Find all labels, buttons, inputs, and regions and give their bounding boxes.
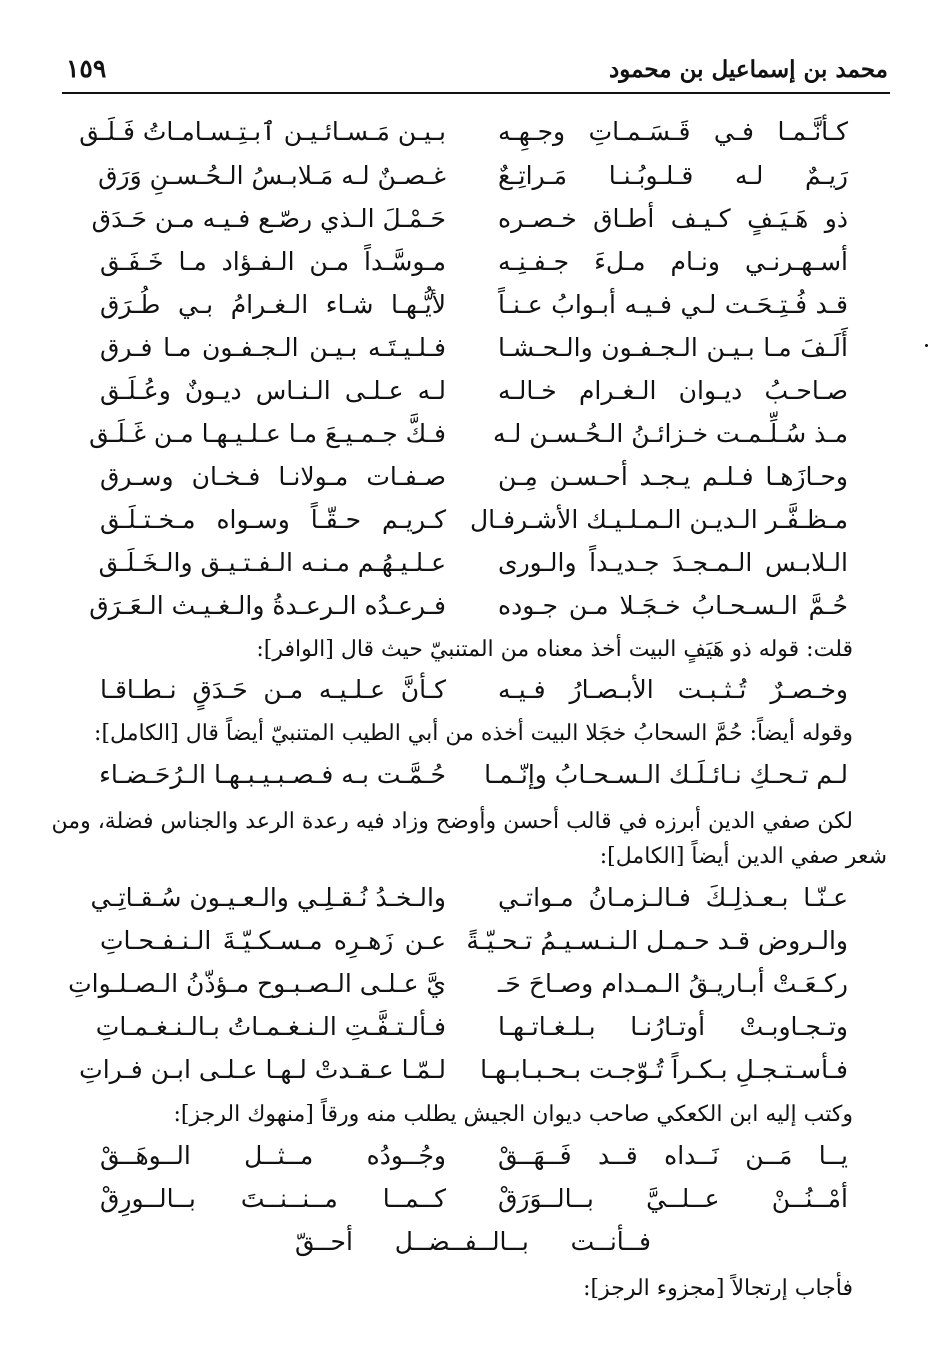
hemistich-right: وخـصـرٌ تُـثـبـت الأبـصـارُ فـيـه (498, 675, 848, 704)
commentary-2: وقوله أيضاً: حُمَّ السحابُ خجَلا البيت أخذه من أبي الطيب المتنبيّ أيضاً قال [الكامل]: (94, 721, 853, 746)
hemistich-right: أَلَـفَ مـا بـيـن الـجـفـون والـحـشـا (498, 333, 848, 362)
verse-8 (0, 414, 945, 454)
hemistich-right: وحـازَهـا فـلـم يـجـد أحـسـن مِـن (498, 462, 848, 491)
hemistich-left: صـفـات مـولانـا فـخـان وسـرق (100, 462, 446, 491)
hemistich-left: وجُــودُه مــثــل الــوهَــقْ (100, 1141, 446, 1170)
hemistich-right: وتـجـاوبـتْ أوتـارُنـا بـلـغـاتـهـا (498, 1012, 848, 1041)
verse-1 (0, 112, 945, 152)
header-title: محمد بن إسماعيل بن محمود (608, 56, 888, 83)
hemistich-left: كـأنَّ عـلـيـه مـن حَـدَقٍ نـطـاقـا (100, 675, 446, 704)
hemistich-left: عـلـيـهُـم مـنـه الـفـتـيـق والـخَـلَـق (98, 548, 446, 577)
verse-rajaz-center (0, 1222, 945, 1262)
hemistich-left: لأيُّـهـا شـاء الـغـرامُ بـي طُـرَق (100, 290, 446, 319)
hemistich-left: فـألـتـفَّـتِ الـنـغـمـاتُ بـالـنـغـمـاتِ (95, 1012, 446, 1041)
hemistich-left: حُـمَّـت بـه فـصـبـيـبـهـا الـرُحَـضـاء (99, 760, 446, 789)
verse-3 (0, 199, 945, 239)
hemistich-right: رَيـمٌ لـه قـلـوبُـنـا مَـراتِـعٌ (498, 161, 848, 190)
verse-4 (0, 242, 945, 282)
verse-kamil (0, 755, 945, 795)
hemistich-right: أمْــنُــنْ عــلــيَّ بــالــوَرَقْ (498, 1184, 848, 1213)
hemistich-left: كـريـم حـقّـاً وسـواه مـخـتـلَـق (100, 505, 446, 534)
verse-safi-5 (0, 1050, 945, 1090)
verse-safi-1 (0, 878, 945, 918)
verse-safi-4 (0, 1007, 945, 1047)
verse-6 (0, 328, 945, 368)
commentary-4: وكتب إليه ابن الكعكي صاحب ديوان الجيش يطلب منه ورقاً [منهوك الرجز]: (173, 1102, 853, 1127)
hemistich-left: غـصـنٌ لـه مَـلابـسُ الـحُـسـنِ وَرَق (98, 161, 446, 190)
verse-rajaz-1 (0, 1136, 945, 1176)
verse-7 (0, 371, 945, 411)
hemistich-right: مـظـفَّـر الـديـن الـمـلـيـك الأشـرفـال (469, 505, 848, 534)
commentary-5: فأجاب إرتجالاً [مجزوء الرجز]: (583, 1276, 853, 1301)
page-number: ١٥٩ (66, 54, 107, 83)
verse-10 (0, 500, 945, 540)
hemistich-left: فـكَّ جـمـيـعَ مـا عـلـيـهـا مـن غَـلَـق (89, 419, 446, 448)
verse-5 (0, 285, 945, 325)
hemistich-left: عـن زَهـرِه مـسـكـيّـةَ الـنـفـحـاتِ (100, 926, 446, 955)
hemistich-right: الـلابـس الـمـجـدَ جـديـداً والـورى (498, 548, 848, 577)
verse-wafir (0, 670, 945, 710)
hemistich-left: بـيـن مَـسـائـيـن ٱبـتِـسـامـاتُ فَـلَـق (79, 117, 446, 146)
hemistich-left: حَـمْـلَ الـذي رصّـع فـيـه مـن حَـدَق (91, 204, 446, 233)
hemistich-left: لـمّـا عـقـدتْ لـهـا عـلـى ابـن فـراتِ (79, 1055, 446, 1084)
commentary-1: قلت: قوله ذو هَيَفٍ البيت أخذ معناه من المتنبيّ حيث قال [الوافر]: (256, 637, 853, 662)
hemistich-right: قـد فُـتِـحَـت لـي فـيـه أبـوابُ عـنـاً (498, 290, 848, 319)
hemistich-right: لـم تـحـكِ نـائـلَـك الـسـحـابُ وإنّـمـا (484, 760, 848, 789)
hemistich-left: والـخـدُ نُـقـلِـي والـعـيـون سُـقـاتِـي (90, 883, 446, 912)
hemistich-left: كــمــا مــنــنــتَ بــالــورِقْ (100, 1184, 446, 1213)
verse-12 (0, 586, 945, 626)
commentary-3-line-2: شعر صفي الدين أيضاً [الكامل]: (599, 844, 887, 869)
hemistich-right: ركـعَـتْ أبـاريـقُ الـمـدام وصـاحَ حَـ (498, 969, 848, 998)
hemistich-left: فـلـيـتَـه بـيـن الـجـفـون مـا فـرق (100, 333, 446, 362)
hemistich-center: فــأنــت بــالــفــضــل أحــقّ (295, 1227, 651, 1256)
verse-9 (0, 457, 945, 497)
hemistich-right: كـأنَّـمـا فـي قَـسَـمـاتِ وجـهِـه (498, 117, 848, 146)
running-header (62, 52, 890, 94)
hemistich-left: مـوسَّـداً مـن الـفـؤاد مـا خَـفَـق (100, 247, 446, 276)
hemistich-right: فـأسـتـجـلِ بـكـراً تُـوّجـت بـحـبـابـهـا (480, 1055, 848, 1084)
hemistich-right: أسـهـرنـي ونـام مـلءَ جـفـنِـه (498, 247, 848, 276)
verse-safi-3 (0, 964, 945, 1004)
verse-2 (0, 156, 945, 196)
hemistich-right: والـروض قـد حـمـل الـنـسـيـمُ تـحـيّـةً (466, 926, 848, 955)
hemistich-right: عـنّـا بـعـذلِـكَ فـالـزمـانُ مـواتـي (498, 883, 848, 912)
verse-11 (0, 543, 945, 583)
hemistich-right: يــا مَــن نَــداه قــد فَــهَــقْ (498, 1141, 848, 1170)
hemistich-right: مـذ سُـلِّـمـت خـزائـنُ الـحُـسـن لـه (492, 419, 848, 448)
hemistich-left: لـه عـلـى الـنـاس ديـونٌ وعُـلَـق (100, 376, 446, 405)
verse-safi-2 (0, 921, 945, 961)
hemistich-left: فـرعـدُه الـرعـدةُ والـغـيـث الـعَـرَق (89, 591, 446, 620)
hemistich-left: يَّ عـلـى الـصـبـوح مـؤذّنُ الـصـلـواتِ (68, 969, 446, 998)
commentary-3-line-1: لكن صفي الدين أبرزه في قالب أحسن وأوضح وزاد فيه رعدة الرعد والجناس فضلة، ومن (51, 809, 853, 834)
hemistich-right: صـاحـبُ ديـوان الـغـرام خـالـه (498, 376, 848, 405)
verse-rajaz-2 (0, 1179, 945, 1219)
hemistich-right: ذو هَـيَـفٍ كـيـف أطـاق خـصـره (498, 204, 848, 233)
hemistich-right: حُـمَّ الـسـحـابُ خـجَـلا مـن جـوده (498, 591, 848, 620)
